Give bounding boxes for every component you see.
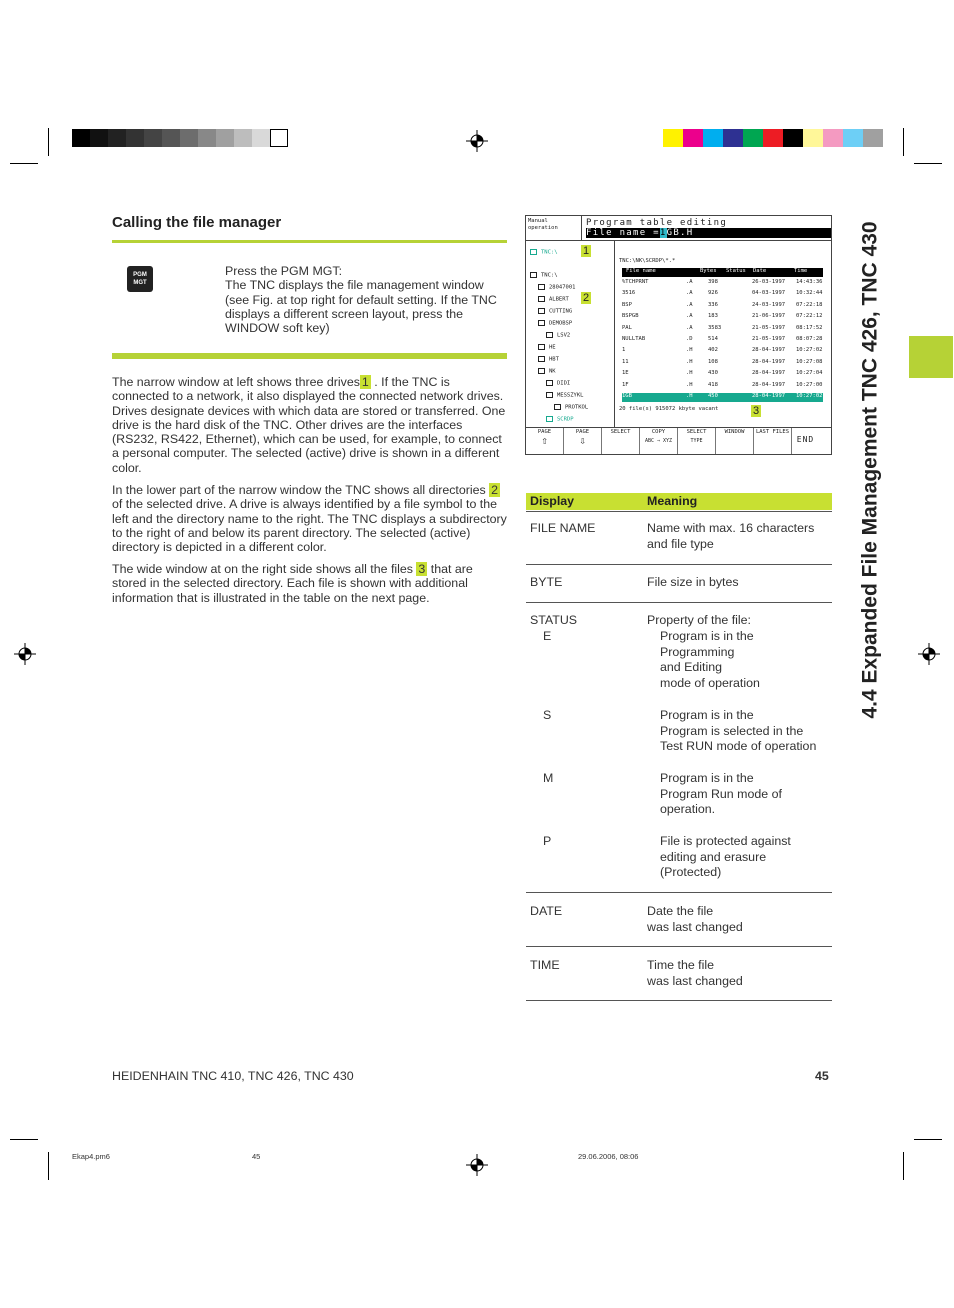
softkey-end[interactable] [792,428,819,454]
table-cell-meaning: Property of the file: [647,613,751,627]
current-path: TNC:\NK\SCRDP\*.* [619,258,676,264]
softkey-label: SELECT [610,429,631,435]
table-cell-meaning: Program is in the Program is selected in the Test RUN mode of operation [660,708,817,754]
table-cell-display: E [543,629,552,643]
grey-swatch [234,129,252,147]
file-cell: 10:27:02 [796,393,823,399]
file-cell: .A [686,290,693,297]
file-row[interactable] [622,359,823,368]
file-cell: 21-05-1997 [752,336,786,342]
file-cell: 402 [708,347,718,354]
color-swatch [723,129,743,147]
directory-label: 28047001 [549,284,576,291]
grey-swatch [90,129,108,147]
file-row[interactable] [622,370,823,379]
file-cell: .A [686,324,693,331]
file-cell: 108 [708,358,718,365]
file-column-header: Bytes [700,268,717,274]
file-cell: 28-04-1997 [752,381,786,388]
table-cell-meaning: Program is in the Program Run mode of operation. [660,771,782,817]
color-swatch [783,129,803,147]
folder-icon [546,332,553,338]
instruction-rule [112,353,507,359]
row-rule [526,892,832,893]
directory-label: HE [549,344,556,351]
softkey-label: SELECT [686,429,707,435]
grey-swatch [72,129,90,147]
crop-mark [914,1139,942,1140]
file-cell: 3583 [708,324,722,331]
file-cell: .H [686,358,693,365]
footer-product: HEIDENHAIN TNC 410, TNC 426, TNC 430 [112,1069,354,1083]
file-cell: .H [686,381,693,388]
file-row[interactable] [622,313,823,322]
crop-mark [903,128,904,156]
directory-item[interactable] [538,296,569,303]
grey-swatch [126,129,144,147]
file-cell: .A [686,279,693,285]
file-row[interactable] [622,382,823,391]
crop-mark [48,128,49,156]
softkey-row [526,427,831,454]
directory-item[interactable] [538,368,556,375]
grey-swatch [216,129,234,147]
file-cell: 14:43:36 [796,279,823,285]
key-label-line1: PGM [133,272,147,278]
file-cell: 3516 [622,290,636,297]
callout-marker: 1 [583,245,590,257]
text-cursor: 1 [659,228,667,238]
directory-item[interactable] [546,380,570,387]
table-cell-meaning: Name with max. 16 characters and file type [647,521,815,551]
color-swatch [823,129,843,147]
directory-item[interactable] [546,392,584,399]
crop-mark [914,163,942,164]
file-row[interactable] [622,279,823,288]
file-row[interactable] [622,290,823,299]
softkey-select[interactable] [678,428,716,454]
registration-crosshair-icon [14,643,36,665]
table-cell-display: M [543,771,554,785]
table-cell-display: STATUS [530,613,578,627]
registration-crosshair-icon [466,130,488,152]
folder-icon [538,320,545,326]
key-instruction-title: Press the PGM MGT: [225,264,343,278]
directory-label: ALBERT [549,296,569,303]
file-row[interactable] [622,393,823,402]
directory-label: SCRDP [557,416,574,423]
file-cell: 450 [708,393,718,399]
softkey-label: LAST FILES [755,429,790,435]
directory-item[interactable] [554,404,588,411]
file-row[interactable] [622,336,823,345]
key-instruction-text: The TNC displays the file management window (see Fig. at top right for default setting. If the TNC displays a different screen layout, press the WINDOW soft key) [225,278,497,336]
para-text: In the lower part of the narrow window the TNC shows all directories [112,483,490,497]
file-cell: .H [686,347,693,354]
callout-marker: 2 [583,292,590,304]
file-cell: 07:22:12 [796,313,823,320]
file-cell: 398 [708,279,718,285]
table-cell-meaning: Time the file was last changed [647,958,743,988]
directory-label: DEMOBSP [549,320,573,327]
file-column-header: Time [794,268,808,274]
divider [526,240,831,241]
softkey-page[interactable] [526,428,564,454]
softkey-label: COPY [651,429,666,435]
file-cell: 1E [622,370,629,377]
grey-swatch [108,129,126,147]
file-cell: 21-05-1997 [752,324,786,331]
callout-marker: 2 [491,483,499,497]
file-column-header: File name [626,268,656,274]
file-cell: 183 [708,313,718,320]
file-cell: %TCHPRNT [622,279,649,285]
folder-icon [530,272,537,278]
file-cell: .H [686,370,693,377]
color-swatch [843,129,863,147]
softkey-sublabel: ABC ⇒ XYZ [644,438,673,444]
grey-swatch [180,129,198,147]
directory-label: CUTTING [549,308,573,315]
row-rule [526,564,832,565]
file-cell: 1GB [622,393,632,399]
slug-filename: Ekap4.pm6 [72,1152,110,1161]
free-space-summary: 20 file(s) 915072 kbyte vacant [619,406,719,412]
directory-item[interactable] [546,332,570,339]
folder-icon [546,380,553,386]
color-swatch [683,129,703,147]
file-cell: 1 [622,347,626,354]
row-rule [526,511,832,512]
folder-icon [538,296,545,302]
file-cell: 28-04-1997 [752,393,786,399]
file-cell: BSP [622,301,632,308]
screen-title: Program table editing [586,218,728,228]
softkey-last-files[interactable] [754,428,792,454]
column-header: Meaning [647,494,698,508]
grey-swatch [252,129,270,147]
softkey-sublabel: ⇧ [541,434,548,447]
paragraph-files [112,562,507,605]
directory-label: LSV2 [557,332,571,339]
callout-marker: 3 [418,562,426,576]
key-label-line2: MGT [133,280,147,286]
registration-crosshair-icon [466,1154,488,1176]
para-text: The narrow window at left shows three drives [112,375,360,389]
directory-item[interactable] [538,356,559,363]
folder-icon [546,392,553,398]
file-column-header: Status [726,268,746,274]
color-swatch [743,129,763,147]
side-accent-block [909,336,953,378]
file-cell: 418 [708,381,718,388]
grey-swatch [198,129,216,147]
chapter-side-title: 4.4 Expanded File Management TNC 426, TNC 430 [859,221,882,719]
directory-label: PROTKOL [565,404,589,411]
crop-mark [10,163,38,164]
file-row[interactable] [622,302,823,311]
directory-label: HBT [549,356,559,363]
table-cell-meaning: Program is in the Programming and Editing mode of operation [660,629,760,691]
drive-label: TNC:\ [541,249,558,256]
file-cell: 1F [622,381,629,388]
row-rule [526,1000,832,1001]
crop-mark [10,1139,38,1140]
row-rule [526,602,832,603]
file-row[interactable] [622,347,823,356]
folder-icon [538,284,545,290]
section-rule [112,240,507,243]
folder-icon [538,368,545,374]
color-swatch [663,129,683,147]
file-cell: 26-03-1997 [752,279,786,285]
file-column-header: Date [753,268,767,274]
file-cell: 336 [708,301,718,308]
file-cell: 11 [622,358,629,365]
file-cell: 04-03-1997 [752,290,786,297]
operating-mode-label: Manual operation [528,218,558,231]
drive-item[interactable] [530,249,558,256]
file-cell: 10:32:44 [796,290,823,297]
file-row[interactable] [622,325,823,334]
slug-date: 29.06.2006, 08:06 [578,1152,639,1161]
file-cell: .A [686,301,693,308]
folder-icon [554,404,561,410]
file-list-header [622,268,823,277]
pgm-mgt-key-icon [127,266,153,292]
grey-swatch [270,129,288,147]
tnc-screen-figure [525,215,832,455]
folder-icon [538,344,545,350]
directory-item[interactable] [538,344,556,351]
file-cell: NULLTAB [622,336,646,342]
table-cell-meaning: File is protected against editing and erasure (Protected) [660,834,791,880]
softkey-label: WINDOW [724,429,745,435]
directory-label: MESSZYKL [557,392,584,399]
color-swatch [863,129,883,147]
para-text: The wide window at on the right side shows all the files [112,562,417,576]
table-header [526,493,832,510]
file-cell: 28-04-1997 [752,370,786,377]
table-cell-display: DATE [530,904,563,918]
para-text: that are stored in the selected directory. Each file is shown with additional information that is illustrated in the table on the next page. [112,562,473,605]
slug-page: 45 [252,1152,261,1161]
directory-item[interactable] [538,320,572,327]
page-number: 45 [815,1069,829,1083]
folder-icon [538,356,545,362]
table-cell-display: P [543,834,552,848]
file-cell: 07:22:18 [796,301,823,308]
registration-crosshair-icon [918,643,940,665]
softkey-sublabel: ⇩ [579,434,586,447]
file-cell: 28-04-1997 [752,358,786,365]
file-cell: 24-03-1997 [752,301,786,308]
file-cell: 926 [708,290,718,297]
file-cell: 514 [708,336,718,342]
directory-item[interactable] [538,284,576,291]
crop-mark [903,1152,904,1180]
section-title: Calling the file manager [112,214,282,231]
table-cell-meaning: Date the file was last changed [647,904,743,934]
softkey-window[interactable] [716,428,754,454]
file-cell: BSPGB [622,313,639,320]
para-text: . If the TNC is connected to a network, it also displayed the connected network drives. Drives designate devices with which data are stored or transferred. One drive is the hard disk of the TNC. Other drives are the interfaces (RS232, RS422, Ethernet), which can be used, for example, to connect a personal computer. The selected (active) drive is shown in a different color. [112,375,506,475]
file-cell: 10:27:04 [796,370,823,377]
softkey-label: PAGE [537,429,552,435]
file-cell: 10:27:08 [796,358,823,365]
directory-item[interactable] [546,416,574,423]
file-cell: 10:27:00 [796,381,823,388]
file-cell: .A [686,313,693,320]
file-cell: 08:07:28 [796,336,823,342]
row-rule [526,946,832,947]
para-text: of the selected drive. A drive is always identified by a file symbol to the left and the directory name to the right. The TNC displays a subdirectory to the right of and below its parent directory. The selected (active) directory is depicted in a different color. [112,497,507,555]
callout-marker: 1 [361,375,369,389]
softkey-sublabel: TYPE [690,438,703,444]
screen-title-box [581,216,831,240]
key-instruction [225,264,507,335]
table-cell-display: BYTE [530,575,563,589]
file-cell: 08:17:52 [796,324,823,331]
softkey-page[interactable] [564,428,602,454]
file-cell: 10:27:02 [796,347,823,354]
folder-icon [546,416,553,422]
color-swatch [703,129,723,147]
window-divider [614,241,615,427]
softkey-copy[interactable] [640,428,678,454]
table-cell-display: TIME [530,958,560,972]
table-cell-display: S [543,708,552,722]
folder-icon [538,308,545,314]
column-header: Display [530,494,575,508]
softkey-label: END [796,435,815,444]
grey-swatch [162,129,180,147]
prompt-value: GB.H [666,228,694,238]
file-cell: 430 [708,370,718,377]
directory-label: NK [549,368,556,375]
paragraph-drives [112,375,507,475]
softkey-label: PAGE [575,429,590,435]
color-swatch [763,129,783,147]
file-cell: .D [686,336,693,342]
paragraph-directories [112,483,507,554]
file-cell: PAL [622,324,632,331]
softkey-select[interactable] [602,428,640,454]
callout-marker: 3 [753,405,760,417]
table-cell-meaning: File size in bytes [647,575,739,589]
directory-label: TNC:\ [541,272,558,279]
crop-mark [48,1152,49,1180]
prompt-label: File name = [586,228,660,238]
directory-item[interactable] [538,308,572,315]
file-name-prompt [586,228,831,238]
drive-root-item[interactable] [530,272,558,279]
file-cell: 28-04-1997 [752,347,786,354]
drive-icon [530,249,537,255]
file-cell: 21-06-1997 [752,313,786,320]
file-cell: .H [686,393,693,399]
table-cell-display: FILE NAME [530,521,596,535]
directory-label: DIDI [557,380,571,387]
color-swatch [803,129,823,147]
grey-swatch [144,129,162,147]
